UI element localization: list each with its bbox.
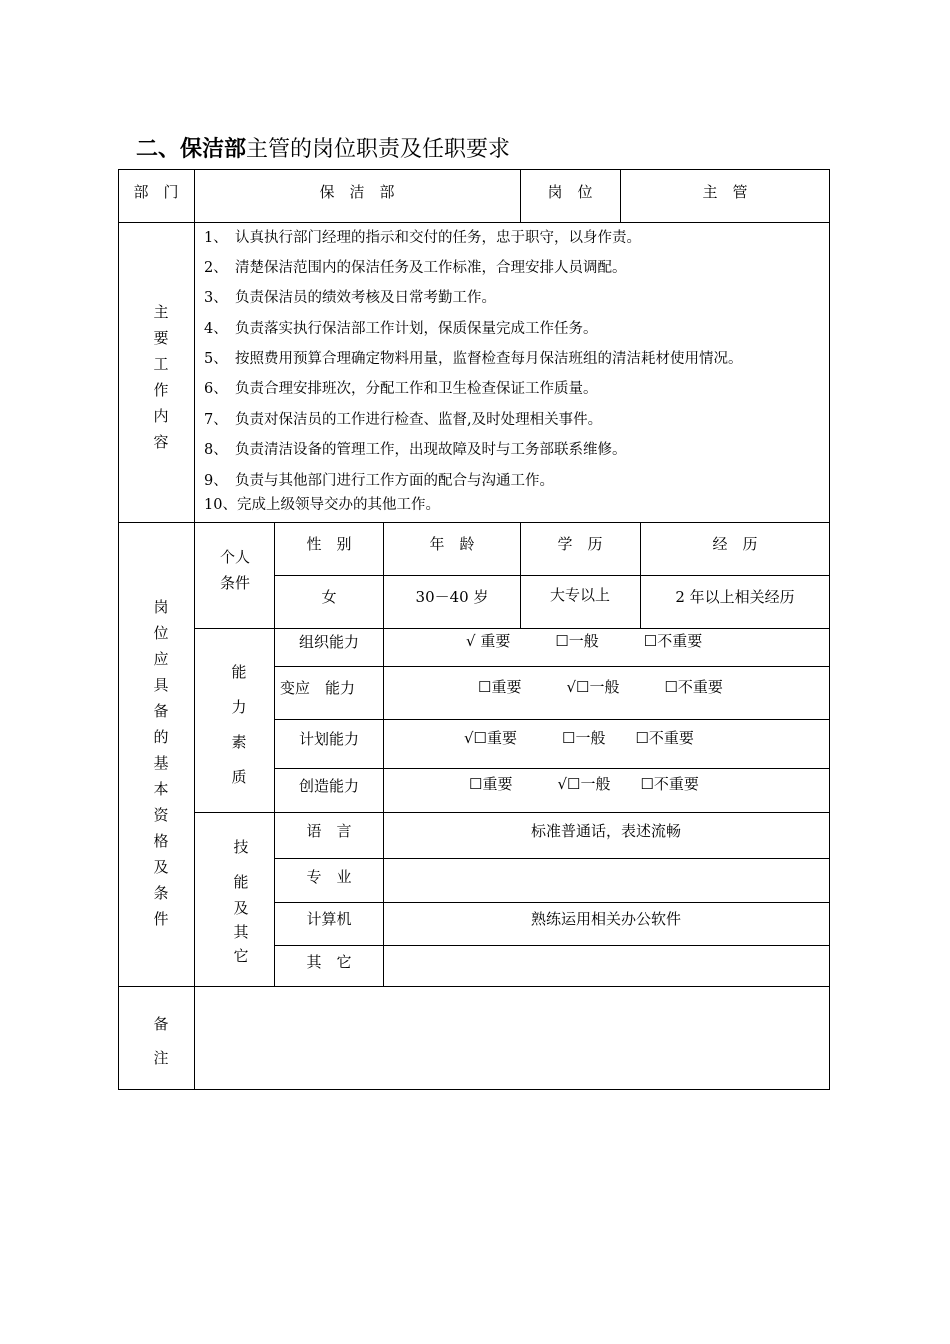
value-education: 大专以上 bbox=[549, 586, 611, 604]
post-label: 岗 位 bbox=[547, 183, 593, 201]
list-item: 6、 负责合理安排班次，分配工作和卫生检查保证工作质量。 bbox=[204, 381, 598, 397]
list-item: 10、完成上级领导交办的其他工作。 bbox=[204, 497, 440, 513]
ability-name: 变应 能力 bbox=[280, 679, 356, 697]
header-experience: 经 历 bbox=[712, 535, 758, 553]
header-gender: 性 别 bbox=[306, 535, 352, 553]
skill-name: 其 它 bbox=[306, 953, 352, 971]
post-value: 主 管 bbox=[702, 183, 748, 201]
ability-options: √☐重要 ☐一般 ☐不重要 bbox=[464, 729, 694, 747]
skill-name: 语 言 bbox=[306, 822, 352, 840]
list-item: 7、 负责对保洁员的工作进行检查、监督,及时处理相关事件。 bbox=[204, 412, 603, 428]
value-gender: 女 bbox=[321, 588, 337, 606]
skill-value: 熟练运用相关办公软件 bbox=[530, 910, 682, 928]
list-item: 8、 负责清洁设备的管理工作，出现故障及时与工务部联系维修。 bbox=[204, 442, 627, 458]
duties-table: 部 门 保 洁 部 岗 位 主 管 主 要 工 作 内 容 1、 认真执行部门经理的指示和交付的任务，忠于职守，以身作责。 2、 清楚保洁范围内的保洁任务及工作标准，合理安排人员调配。 3、 负责保洁员的绩效考核及日常考勤工作。 4、 负责落实执行保洁部工作计划，保质保量完成工作任务。 5、 按照费用预算合理确定物料用量，监督检查每月保洁班组的清洁耗材使用情况。 6、 负责合理安排班次，分配工作和卫生检查保证工作质量。 7、 负责对保洁员的工作进行检查、监督,及时处理相关事件。 8、 负责清洁设备的管理工作，出现故障及时与工务部联系维修。 9、 负责与其他部门进行工作方面的配合与沟通工作。 10、完成上级领导交办的其他工作。 岗 位 应 具 备 的 基 本 资 格 及 条 件 个人 条件 性 别 年 龄 学 历 经 历 女 30－40 岁 大专以上 2 年以上相关经历 能 力 素 质 组织能力 √ 重要 ☐一般 ☐不重要 变应 能力 ☐重要 √☐一般 ☐不重要 计划能力 √☐重要 ☐一般 ☐不重要 创造能力 ☐重要 √☐一般 ☐不重要 技 能 及 其 它 语 言 标准普通话，表述流畅 专 业 计算机 熟练运用相关办公软件 其 它 备 注 bbox=[0, 0, 950, 1344]
value-age: 30－40 岁 bbox=[415, 588, 489, 606]
page-title: 二、保洁部主管的岗位职责及任职要求 bbox=[136, 137, 511, 162]
list-item: 2、 清楚保洁范围内的保洁任务及工作标准，合理安排人员调配。 bbox=[204, 260, 627, 276]
list-item: 9、 负责与其他部门进行工作方面的配合与沟通工作。 bbox=[204, 473, 554, 489]
skill-name: 专 业 bbox=[306, 868, 352, 886]
dept-label: 部 门 bbox=[133, 183, 179, 201]
dept-value: 保 洁 部 bbox=[319, 183, 395, 201]
skill-name: 计算机 bbox=[306, 910, 352, 928]
list-item: 4、 负责落实执行保洁部工作计划，保质保量完成工作任务。 bbox=[204, 321, 598, 337]
value-experience: 2 年以上相关经历 bbox=[675, 588, 795, 606]
header-age: 年 龄 bbox=[429, 535, 475, 553]
ability-name: 创造能力 bbox=[298, 777, 360, 795]
list-item: 5、 按照费用预算合理确定物料用量，监督检查每月保洁班组的清洁耗材使用情况。 bbox=[204, 351, 743, 367]
ability-name: 组织能力 bbox=[298, 633, 360, 651]
header-education: 学 历 bbox=[557, 535, 603, 553]
personal-label-line1: 个人 bbox=[219, 548, 251, 566]
ability-options: ☐重要 √☐一般 ☐不重要 bbox=[478, 678, 723, 696]
skill-value: 标准普通话，表述流畅 bbox=[530, 822, 682, 840]
ability-options: ☐重要 √☐一般 ☐不重要 bbox=[469, 775, 699, 793]
personal-label-line2: 条件 bbox=[219, 574, 251, 592]
ability-name: 计划能力 bbox=[298, 730, 360, 748]
list-item: 1、 认真执行部门经理的指示和交付的任务，忠于职守，以身作责。 bbox=[204, 230, 641, 246]
ability-options: √ 重要 ☐一般 ☐不重要 bbox=[466, 632, 703, 650]
list-item: 3、 负责保洁员的绩效考核及日常考勤工作。 bbox=[204, 290, 496, 306]
